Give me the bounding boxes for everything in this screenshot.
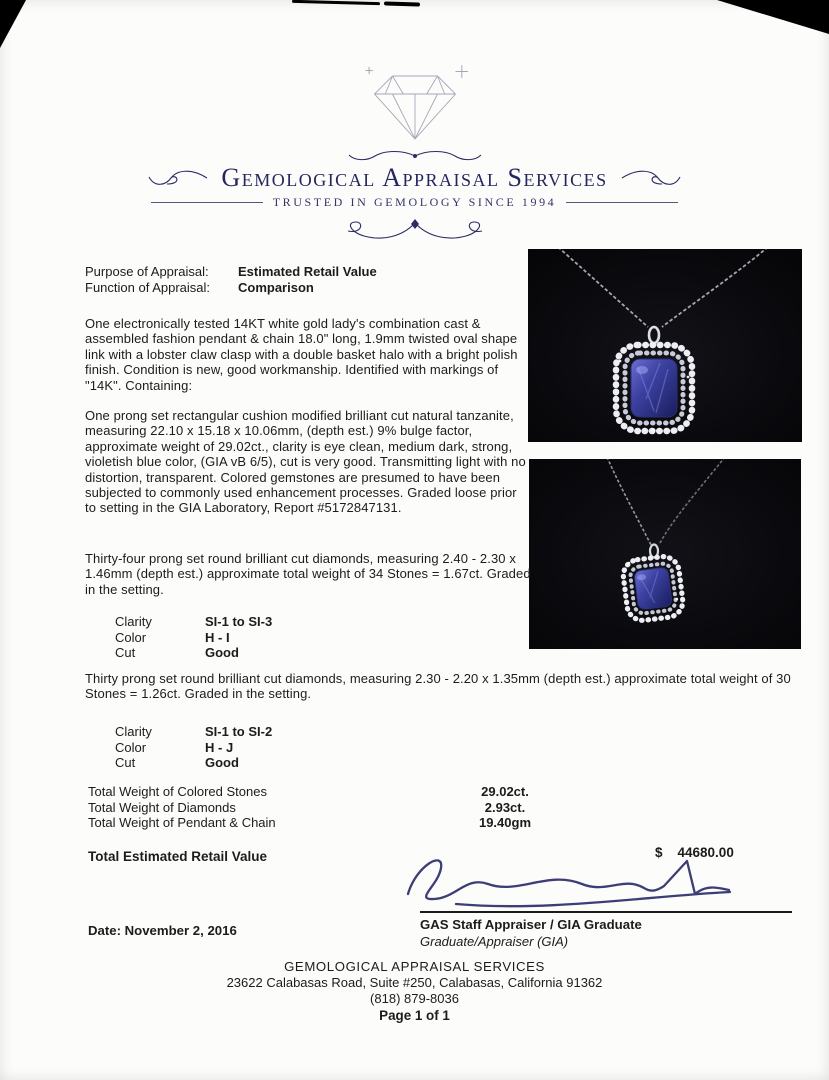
grading-table-1 [115, 614, 272, 661]
pendant-photo-large-image [528, 249, 802, 442]
flourish-bottom-icon [330, 217, 500, 243]
total-row [88, 784, 648, 800]
pendant-photo-small [529, 459, 801, 649]
grading-label: Cut [115, 755, 136, 771]
total-label: Total Weight of Pendant & Chain [88, 815, 276, 831]
grading-row [115, 614, 272, 630]
tanzanite-description-paragraph: One prong set rectangular cushion modified brilliant cut natural tanzanite, measuring 22.10 x 15.18 x 10.06mm, (depth est.) 9% bulge factor, approximate weight of 29.02ct., clarity is eye clean, medium dark, strong, violetish blue color, (GIA vB 6/5), cut is very good. Transmitting light with no distortion, transparent. Colored gemstones are presumed to have been subjected to commonly used enhancement processes. Graded loose prior to setting in the GIA Laboratory, Report #5172847131. [85, 408, 526, 516]
currency-symbol: $ [655, 845, 663, 860]
purpose-label: Purpose of Appraisal: [85, 264, 209, 279]
grading-table-2 [115, 724, 272, 771]
pendant-photo-large [528, 249, 802, 442]
company-title: Gemological Appraisal Services [221, 163, 608, 192]
purpose-row [85, 264, 377, 280]
scan-artifact-top-left [0, 0, 26, 48]
function-row [85, 280, 377, 296]
item-description-paragraph: One electronically tested 14KT white gold lady's combination cast & assembled fashion pendant & chain 18.0" long, 1.9mm twisted oval shape link with a lobster claw clasp with a double basket halo with a bright polish finish. Condition is new, good workmanship. Identified with markings of "14K". Containing: [85, 316, 518, 393]
retail-value-label: Total Estimated Retail Value [88, 849, 268, 864]
scan-artifact-top-right [717, 0, 829, 34]
grading-value: H - J [205, 739, 234, 755]
function-label: Function of Appraisal: [85, 279, 211, 295]
flourish-top-icon [345, 148, 485, 164]
appraisal-purpose-block [85, 264, 377, 295]
grading-row [115, 630, 272, 646]
diamonds-30-paragraph: Thirty prong set round brilliant cut diamonds, measuring 2.30 - 2.20 x 1.35mm (depth est.) approximate total weight of 30 Stones = 1.26ct. Graded in the setting. [85, 671, 791, 702]
appraiser-signature [398, 848, 734, 916]
appraiser-title: GAS Staff Appraiser / GIA Graduate [420, 917, 642, 932]
grading-row [115, 724, 272, 740]
total-label: Total Weight of Colored Stones [88, 784, 267, 799]
letterhead [0, 58, 829, 243]
grading-label: Clarity [115, 724, 152, 739]
grading-value: Good [205, 645, 239, 661]
signature-rule [420, 911, 792, 913]
company-tagline: TRUSTED IN GEMOLOGY SINCE 1994 [272, 195, 557, 209]
appraisal-date: Date: November 2, 2016 [88, 923, 237, 938]
grading-label: Color [115, 739, 147, 755]
pendant-photo-small-image [529, 459, 801, 649]
diamonds-34-paragraph: Thirty-four prong set round brilliant cut diamonds, measuring 2.40 - 2.30 x 1.46mm (depth est.) approximate total weight of 34 Stones = 1.67ct. Graded in the setting. [85, 551, 531, 597]
footer-company-name: GEMOLOGICAL APPRAISAL SERVICES [284, 959, 545, 974]
grading-label: Color [115, 629, 147, 645]
function-value: Comparison [238, 279, 314, 295]
total-label: Total Weight of Diamonds [88, 799, 236, 815]
tagline-row [151, 195, 679, 210]
scan-artifact-streak [292, 0, 380, 5]
grading-row [115, 740, 272, 756]
total-value: 2.93ct. [484, 799, 526, 815]
grading-value: Good [205, 755, 239, 771]
tagline-rule-right [566, 202, 678, 203]
total-value: 29.02ct. [481, 784, 529, 799]
amount: 44680.00 [677, 845, 734, 860]
diamond-logo-icon [340, 58, 490, 148]
grading-label: Cut [115, 645, 136, 661]
footer-phone: (818) 879-8036 [370, 991, 459, 1006]
grading-label: Clarity [115, 614, 152, 629]
total-row [88, 815, 648, 831]
footer-address: 23622 Calabasas Road, Suite #250, Calabasas, California 91362 [226, 975, 603, 990]
total-value: 19.40gm [478, 815, 532, 831]
grading-value: SI-1 to SI-2 [205, 724, 273, 739]
document-footer [0, 959, 829, 1024]
tagline-rule-left [151, 202, 263, 203]
grading-value: H - I [205, 629, 230, 645]
purpose-value: Estimated Retail Value [238, 264, 377, 279]
scan-artifact-streak [384, 1, 420, 6]
total-row [88, 800, 648, 816]
totals-block [88, 784, 648, 831]
flourish-right-icon [620, 166, 684, 190]
grading-value: SI-1 to SI-3 [205, 614, 273, 629]
appraiser-subtitle: Graduate/Appraiser (GIA) [420, 934, 569, 949]
page-number: Page 1 of 1 [379, 1008, 450, 1023]
flourish-left-icon [145, 166, 209, 190]
title-row [145, 164, 683, 192]
grading-row [115, 755, 272, 771]
grading-row [115, 645, 272, 661]
